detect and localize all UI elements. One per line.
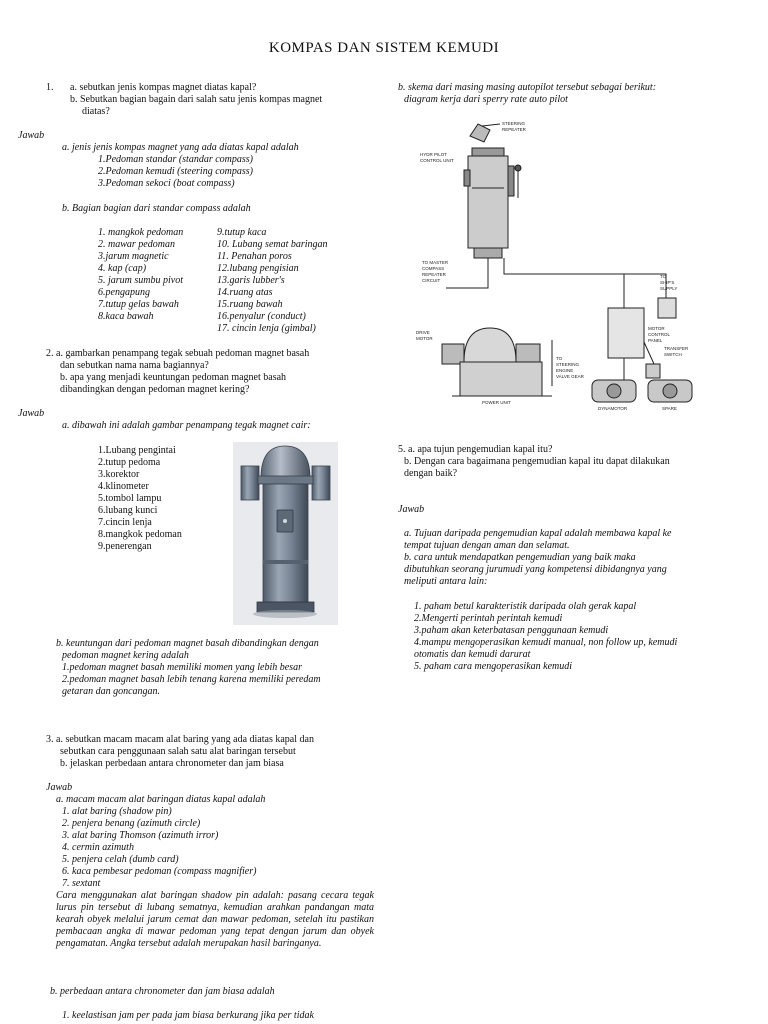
q5-b-line1: b. Dengan cara bagaimana pengemudian kapal itu dapat dilakukan	[404, 456, 670, 467]
wet-part-item: 7.cincin lenja	[98, 517, 152, 528]
schema-line2: diagram kerja dari sperry rate auto pilot	[404, 94, 568, 105]
jawab-label-2: Jawab	[18, 408, 45, 419]
binnacle-illustration	[233, 442, 338, 625]
part-item: 3.jarum magnetic	[98, 251, 169, 262]
answer1-item: 3.Pedoman sekoci (boat compass)	[98, 178, 235, 189]
part-item: 12.lubang pengisian	[217, 263, 299, 274]
label-master-compass: REPEATER	[422, 272, 446, 277]
answer5-a-line1: a. Tujuan daripada pengemudian kapal adalah membawa kapal ke	[404, 528, 672, 539]
label-master-compass: CIRCUIT	[422, 278, 441, 283]
part-item: 7.tutup gelas bawah	[98, 299, 179, 310]
answer1-item: 2.Pedoman kemudi (steering compass)	[98, 166, 253, 177]
label-drive-motor: MOTOR	[416, 336, 433, 341]
skill-item: 2.Mengerti perintah perintah kemudi	[414, 613, 563, 624]
answer2-b-line3: 1.pedoman magnet basah memiliki momen yang lebih besar	[62, 662, 302, 673]
part-item: 1. mangkok pedoman	[98, 227, 184, 238]
q3-line1: 3. a. sebutkan macam macam alat baring yang ada diatas kapal dan	[46, 734, 314, 745]
part-item: 8.kaca bawah	[98, 311, 154, 322]
label-motor-control: PANEL	[648, 338, 663, 343]
schema-line1: b. skema dari masing masing autopilot tersebut sebagai berikut:	[398, 82, 657, 93]
answer2-b-line4: 2.pedoman magnet basah lebih tenang karena memiliki peredam	[62, 674, 321, 685]
answer2-b-line2: pedoman magnet kering adalah	[62, 650, 189, 661]
tool-item: 5. penjera celah (dumb card)	[62, 854, 179, 865]
part-item: 17. cincin lenja (gimbal)	[217, 323, 316, 334]
q2-b-line1: b. apa yang menjadi keuntungan pedoman magnet basah	[60, 372, 287, 383]
part-item: 9.tutup kaca	[217, 227, 267, 238]
answer3-a-intro: a. macam macam alat baringan diatas kapal adalah	[56, 794, 266, 805]
skill-item: 1. paham betul karakteristik daripada olah gerak kapal	[414, 601, 637, 612]
q2-a-line1: 2. a. gambarkan penampang tegak sebuah pedoman magnet basah	[46, 348, 310, 359]
skill-item: otomatis dan kemudi darurat	[414, 649, 531, 660]
q2-b-line2: dibandingkan dengan pedoman magnet kering?	[60, 384, 250, 395]
label-steering-engine: STEERING	[556, 362, 580, 367]
answer2-b-line5: getaran dan goncangan.	[62, 686, 161, 697]
part-item: 11. Penahan poros	[217, 251, 292, 262]
label-hydro-pilot: CONTROL UNIT	[420, 158, 454, 163]
wet-part-item: 9.penerengan	[98, 541, 152, 552]
shadow-pin-usage: Cara menggunakan alat baringan shadow pin adalah: pasang cecara tegak lurus pin tersebut di lubang sematnya, kemudian arahkan pandangan mata kearah obyek melalui jarum cemat dan mawar pedoman, setelah itu pastikan pembacaan angka di mawar pedoman yang tepat dengan jarum dan obyek pengamatan. Angka tersebut adalah merupakan hasil baringanya.	[56, 890, 374, 949]
part-item: 10. Lubang semat baringan	[217, 239, 328, 250]
answer3-b-intro: b. perbedaan antara chronometer dan jam biasa adalah	[50, 986, 275, 997]
label-dynamotor: DYNAMOTOR	[598, 406, 628, 411]
q2-a-line2: dan sebutkan nama nama bagiannya?	[60, 360, 209, 371]
answer5-a-line2: tempat tujuan dengan aman dan selamat.	[404, 540, 570, 551]
q5-b-line2: dengan baik?	[404, 468, 458, 479]
page-title: KOMPAS DAN SISTEM KEMUDI	[268, 40, 500, 56]
motor-control-panel-shape	[608, 308, 644, 358]
label-ship-supply: TO	[660, 274, 667, 279]
part-item: 16.penyalur (conduct)	[217, 311, 306, 322]
q3-line2: sebutkan cara penggunaan salah satu alat baringan tersebut	[60, 746, 296, 757]
part-item: 15.ruang bawah	[217, 299, 283, 310]
part-item: 13.garis lubber's	[217, 275, 285, 286]
answer5-b-line1: b. cara untuk mendapatkan pengemudian yang baik maka	[404, 552, 636, 563]
label-steering-engine: TO	[556, 356, 563, 361]
wet-part-item: 4.klinometer	[98, 481, 149, 492]
label-transfer-switch: TRANSFER	[664, 346, 689, 351]
label-transfer-switch: SWITCH	[664, 352, 682, 357]
answer1-item: 1.Pedoman standar (standar compass)	[98, 154, 253, 165]
tool-item: 3. alat baring Thomson (azimuth irror)	[62, 830, 219, 841]
skill-item: 3.paham akan keterbatasan penggunaan kemudi	[414, 625, 609, 636]
drive-motor-shape	[442, 344, 464, 364]
tool-item: 6. kaca pembesar pedoman (compass magnifier)	[62, 866, 257, 877]
hydro-pilot-unit-shape	[468, 156, 508, 248]
skill-item: 5. paham cara mengoperasikan kemudi	[414, 661, 573, 672]
label-motor-control: CONTROL	[648, 332, 671, 337]
answer2-b-line1: b. keuntungan dari pedoman magnet basah dibandingkan dengan	[56, 638, 319, 649]
wet-part-item: 1.Lubang pengintai	[98, 445, 176, 456]
skill-item: 4.mampu mengoperasikan kemudi manual, non follow up, kemudi	[414, 637, 678, 648]
tool-item: 1. alat baring (shadow pin)	[62, 806, 172, 817]
label-steering-engine: VALVE GEAR	[556, 374, 584, 379]
answer1-b-intro: b. Bagian bagian dari standar compass adalah	[62, 203, 251, 214]
answer5-b-line2: dibutuhkan seorang jurumudi yang kompetensi dibidangnya yang	[404, 564, 667, 575]
part-item: 2. mawar pedoman	[98, 239, 175, 250]
jawab-label-5: Jawab	[398, 504, 425, 515]
tool-item: 7. sextant	[62, 878, 101, 889]
label-ship-supply: SUPPLY	[660, 286, 678, 291]
label-master-compass: COMPASS	[422, 266, 445, 271]
label-steering-engine: ENGINE	[556, 368, 574, 373]
label-ship-supply: SHIP'S	[660, 280, 675, 285]
label-master-compass: TO MASTER	[422, 260, 449, 265]
answer5-b-line3: meliputi antara lain:	[404, 576, 488, 587]
q3-line3: b. jelaskan perbedaan antara chronometer dan jam biasa	[60, 758, 284, 769]
q1-number: 1.	[46, 82, 54, 93]
answer1-a-intro: a. jenis jenis kompas magnet yang ada diatas kapal adalah	[62, 142, 299, 153]
q1-b-line1: b. Sebutkan bagian bagain dari salah satu jenis kompas magnet	[70, 94, 323, 105]
wet-part-item: 6.lubang kunci	[98, 505, 158, 516]
answer3-b-item1: 1. keelastisan jam per pada jam biasa berkurang jika per tidak	[62, 1010, 314, 1021]
q5-a: 5. a. apa tujun pengemudian kapal itu?	[398, 444, 553, 455]
jawab-label-3: Jawab	[46, 782, 73, 793]
q1-a: a. sebutkan jenis kompas magnet diatas kapal?	[70, 82, 257, 93]
power-unit-shape	[460, 362, 542, 396]
tool-item: 2. penjera benang (azimuth circle)	[62, 818, 201, 829]
label-hydro-pilot: HYDR PILOT	[420, 152, 448, 157]
answer2-a-intro: a. dibawah ini adalah gambar penampang tegak magnet cair:	[62, 420, 311, 431]
part-item: 6.pengapung	[98, 287, 150, 298]
wet-part-item: 5.tombol lampu	[98, 493, 162, 504]
sperry-autopilot-diagram	[412, 118, 712, 420]
tool-item: 4. cermin azimuth	[62, 842, 134, 853]
wet-part-item: 8.mangkok pedoman	[98, 529, 182, 540]
jawab-label-1: Jawab	[18, 130, 45, 141]
wet-compass-photo	[233, 442, 338, 625]
part-item: 5. jarum sumbu pivot	[98, 275, 183, 286]
wet-part-item: 2.tutup pedoma	[98, 457, 161, 468]
part-item: 4. kap (cap)	[98, 263, 147, 274]
q1-b-line2: diatas?	[82, 106, 110, 117]
label-steering-repeater: STEERING	[502, 121, 526, 126]
label-motor-control: MOTOR	[648, 326, 665, 331]
label-power-unit: POWER UNIT	[482, 400, 511, 405]
label-spare: SPARE	[662, 406, 677, 411]
label-drive-motor: DRIVE	[416, 330, 430, 335]
steering-repeater-shape	[470, 124, 490, 142]
wet-part-item: 3.korektor	[98, 469, 140, 480]
label-steering-repeater: REPEATER	[502, 127, 526, 132]
part-item: 14.ruang atas	[217, 287, 273, 298]
